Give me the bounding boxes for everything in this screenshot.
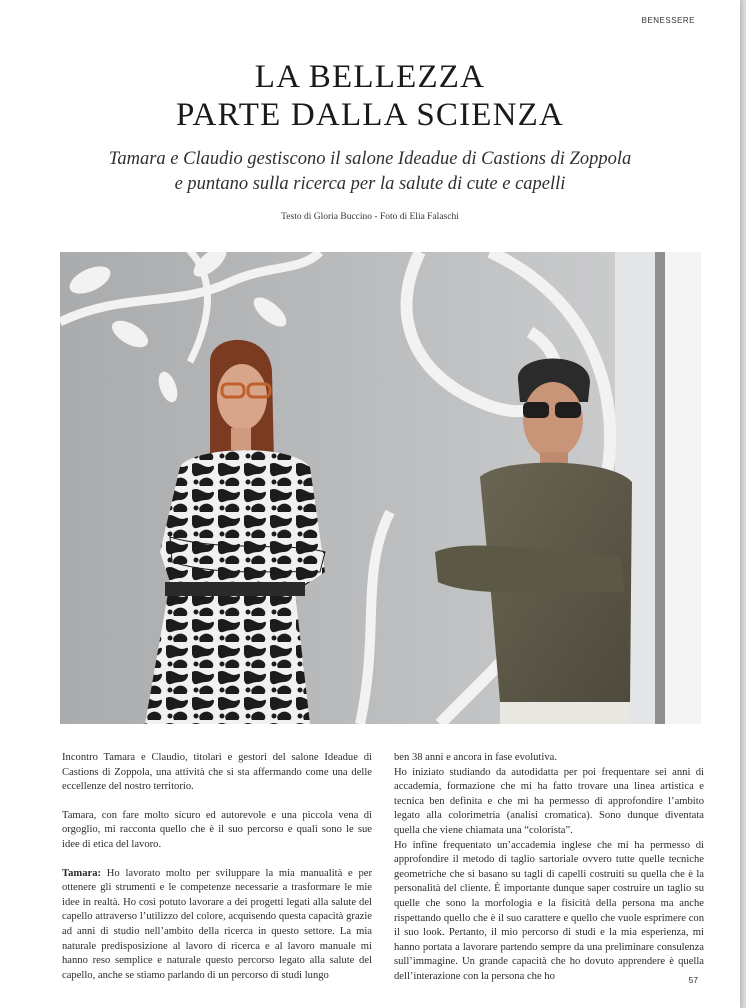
article-credits: Testo di Gloria Buccino - Foto di Elia Falaschi [281, 212, 459, 222]
text-column-left [62, 751, 372, 983]
paragraph-text: Ho lavorato molto per sviluppare la mia manualità e per ottenere gli strumenti e le competenze necessarie a trasformare le mie idee in realtà. Ho così potuto lavorare a dei progetti legati alla salute del capello attraverso l’utilizzo del colore, acquisendo questa capacità grazie ad anni di studio nell’ambito della ricerca in questo settore. La mia naturale predisposizione al lavoro di ricerca e al lavoro manuale mi hanno reso semplice e naturale questo percorso legato alla salute del capello, anche se stiamo parlando di un percorso di studi lungo [62, 867, 372, 981]
page-number: 57 [688, 975, 698, 985]
paragraph: Ho infine frequentato un’accademia inglese che mi ha permesso di approfondire il metodo di taglio sartoriale ovvero tutte quelle tecniche geometriche che si basano su tagli di capelli costruiti su quella che è la personalità del cliente. È importante dunque saper costruire un taglio su quelle che sono la morfologia e la fisicità della persona ma anche rispettando quello che è il suo carattere e quello che vuole esprimere con il suo look. Pertanto, il mio percorso di studi e la mia esperienza, mi hanno portata a lavorare partendo sempre da una preliminare consulenza sull’immagine. Un grande capacità che ho dovuto apprendere è quella dell’interazione con la persona che ho [394, 839, 704, 982]
title-line-2: PARTE DALLA SCIENZA [175, 97, 565, 133]
paragraph [62, 867, 372, 984]
paragraph: Incontro Tamara e Claudio, titolari e gestori del salone Ideadue di Castions di Zoppola, una attività che si sta affermando come una delle eccellenze del nostro territorio. [62, 752, 372, 793]
portrait-photo-illustration [60, 252, 701, 724]
paragraph: Ho iniziato studiando da autodidatta per poi frequentare sei anni di accademia, formazione che mi ha fatto trovare una linea artistica e tecnica ben definita e che mi ha permesso di approfondire l’ambito legato alla colorimetria (analisi cromatica). Sono dunque diventata quella che viene chiamata una “colorista”. [394, 766, 704, 836]
section-label: BENESSERE [641, 16, 695, 25]
article-photo [60, 252, 701, 724]
article-subtitle [0, 147, 740, 197]
title-line-1: LA BELLEZZA [254, 59, 486, 95]
paragraph: Tamara, con fare molto sicuro ed autorevole e una piccola vena di orgoglio, mi racconta quello che è il suo percorso e quali sono le sue idee di etica del lavoro. [62, 809, 372, 850]
text-column-right [394, 751, 704, 985]
subtitle-line-1: Tamara e Claudio gestiscono il salone Ideadue di Castions di Zoppola [108, 149, 632, 169]
speaker-name: Tamara: [62, 867, 102, 879]
article-title [0, 58, 740, 134]
paragraph: ben 38 anni e ancora in fase evolutiva. [394, 752, 557, 763]
subtitle-line-2: e puntano sulla ricerca per la salute di cute e capelli [174, 174, 566, 194]
